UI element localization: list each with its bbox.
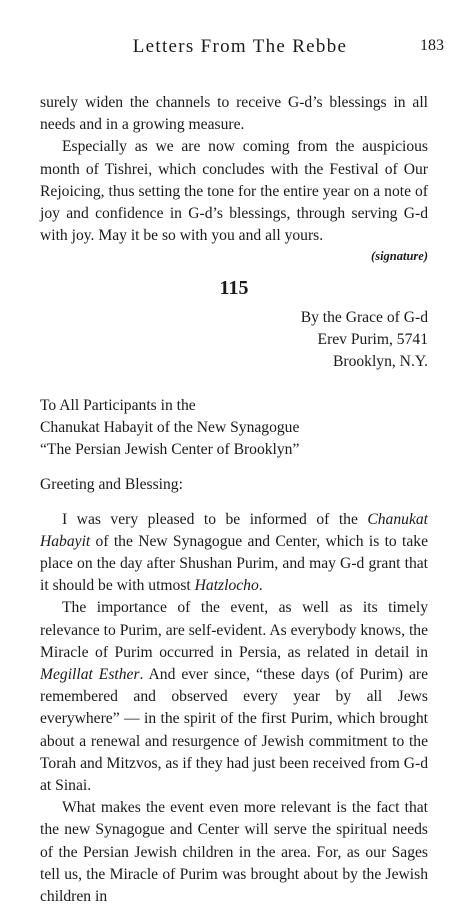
addressee-line-3: “The Persian Jewish Center of Brooklyn” <box>40 441 300 459</box>
paragraph-2-text-c: . And ever since, “these days (of Purim) are remembered and observed every year by all Jews everywhere” — in the spirit of the first Purim, which brought about a renewal and resurgence of Jewish commitment to the Torah and Mitzvos, as if they had just been received from G-d at Sinai. <box>40 666 428 795</box>
letter-paragraph-2 <box>40 597 428 797</box>
letter-paragraph-3: What makes the event even more relevant is the fact that the new Synagogue and Center will serve the spiritual needs of the Persian Jewish children in the area. For, as our Sages tell us, the Miracle of Purim was brought about by the Jewish children in <box>40 799 428 906</box>
letter-paragraph-1 <box>40 509 428 598</box>
dateline-line-1: By the Grace of G-d <box>300 309 428 327</box>
letter-number: 115 <box>219 277 249 300</box>
running-header <box>40 36 444 64</box>
running-title: Letters From The Rebbe <box>132 36 348 57</box>
prev-letter-paragraph-1: surely widen the channels to receive G-d’s blessings in all needs and in a growing measure. <box>40 94 428 134</box>
paragraph-1-text-c: of the New Synagogue and Center, which is to take place on the day after Shushan Purim, and may G-d grant that it should be with utmost <box>40 532 428 595</box>
greeting: Greeting and Blessing: <box>40 476 183 494</box>
paragraph-1-text-e: . <box>258 577 263 595</box>
paragraph-1-text-a: I was very pleased to be informed of the <box>62 510 368 528</box>
dateline-line-2: Erev Purim, 5741 <box>317 331 428 349</box>
paragraph-2-text-a: The importance of the event, as well as its timely relevance to Purim, are self-evident. As everybody knows, the Miracle of Purim occurred in Persia, as related in detail in <box>40 599 428 661</box>
paragraph-1-italic-term-1: Chanukat Habayit <box>40 510 428 550</box>
body-text <box>40 92 428 908</box>
addressee-line-2: Chanukat Habayit of the New Synagogue <box>40 419 300 437</box>
page-number: 183 <box>420 37 444 54</box>
dateline-line-3: Brooklyn, N.Y. <box>332 353 428 371</box>
prev-letter-paragraph-2: Especially as we are now coming from the auspicious month of Tishrei, which concludes with the Festival of Our Rejoicing, thus setting the tone for the entire year on a note of joy and confidence in G-d’s blessings, through serving G-d with joy. May it be so with you and all yours. <box>40 138 428 245</box>
addressee-line-1: To All Participants in the <box>40 397 196 415</box>
addressee-block <box>40 395 428 461</box>
signature: (signature) <box>371 249 428 264</box>
paragraph-1-italic-term-2: Hatzlocho <box>194 577 259 595</box>
dateline <box>40 307 428 373</box>
paragraph-2-italic-term: Megillat Esther <box>40 666 140 684</box>
